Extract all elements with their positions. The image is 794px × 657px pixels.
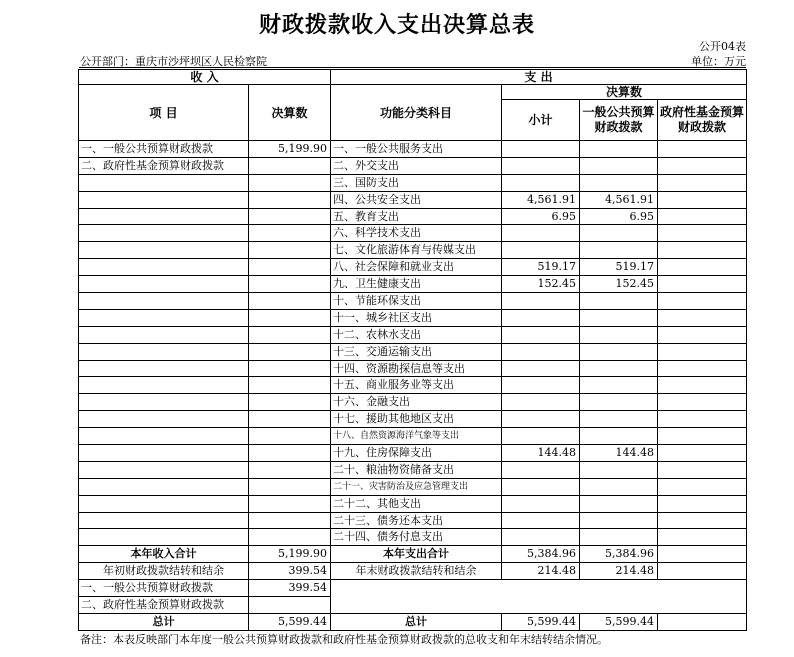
expense-general bbox=[580, 225, 658, 242]
budget-table bbox=[78, 69, 747, 631]
grand-expense-label: 总计 bbox=[331, 613, 502, 630]
expense-fund bbox=[658, 174, 747, 191]
expense-general bbox=[580, 461, 658, 478]
general-budget-header: 一般公共预算财政拨款 bbox=[580, 100, 658, 141]
expense-subtotal: 4,561.91 bbox=[502, 191, 580, 208]
income-value bbox=[249, 478, 331, 495]
table-row bbox=[79, 242, 747, 259]
expense-subtotal bbox=[502, 461, 580, 478]
table-row bbox=[79, 512, 747, 529]
income-item bbox=[79, 428, 249, 445]
expense-general: 519.17 bbox=[580, 259, 658, 276]
table-row bbox=[79, 293, 747, 310]
subtotal-header: 小计 bbox=[502, 100, 580, 141]
expense-item: 十四、资源勘探信息等支出 bbox=[331, 360, 502, 377]
income-value bbox=[249, 495, 331, 512]
expense-fund bbox=[658, 276, 747, 293]
table-row bbox=[79, 428, 747, 445]
expense-item: 十二、农林水支出 bbox=[331, 326, 502, 343]
expense-fund bbox=[658, 191, 747, 208]
income-item bbox=[79, 326, 249, 343]
expense-fund bbox=[658, 309, 747, 326]
expense-subtotal bbox=[502, 141, 580, 158]
expense-subtotal bbox=[502, 309, 580, 326]
expense-subtotal bbox=[502, 411, 580, 428]
expense-fund bbox=[658, 377, 747, 394]
expense-fund bbox=[658, 208, 747, 225]
expense-item: 八、社会保障和就业支出 bbox=[331, 259, 502, 276]
expense-subtotal: 152.45 bbox=[502, 276, 580, 293]
income-item bbox=[79, 478, 249, 495]
opening-fund-label: 二、政府性基金预算财政拨款 bbox=[79, 597, 249, 614]
income-item bbox=[79, 259, 249, 276]
closing-general: 214.48 bbox=[580, 563, 658, 580]
expense-fund bbox=[658, 394, 747, 411]
expense-fund bbox=[658, 343, 747, 360]
income-value bbox=[249, 411, 331, 428]
expense-subtotal bbox=[502, 394, 580, 411]
expense-general: 4,561.91 bbox=[580, 191, 658, 208]
grand-subtotal: 5,599.44 bbox=[502, 613, 580, 630]
closing-label: 年末财政拨款结转和结余 bbox=[331, 563, 502, 580]
income-item bbox=[79, 529, 249, 546]
income-item bbox=[79, 293, 249, 310]
expense-item: 十六、金融支出 bbox=[331, 394, 502, 411]
expense-item: 二十二、其他支出 bbox=[331, 495, 502, 512]
income-total-label: 本年收入合计 bbox=[79, 546, 249, 563]
expense-general bbox=[580, 411, 658, 428]
closing-fund bbox=[658, 563, 747, 580]
unit-label: 单位：万元 bbox=[691, 55, 746, 68]
income-value bbox=[249, 529, 331, 546]
expense-general bbox=[580, 512, 658, 529]
table-row bbox=[79, 259, 747, 276]
income-value bbox=[249, 428, 331, 445]
form-code: 公开04表 bbox=[699, 40, 746, 53]
table-row bbox=[79, 276, 747, 293]
income-value bbox=[249, 259, 331, 276]
department-label: 公开部门：重庆市沙坪坝区人民检察院 bbox=[80, 55, 267, 68]
expense-general bbox=[580, 428, 658, 445]
table-row bbox=[79, 343, 747, 360]
income-item bbox=[79, 445, 249, 462]
expense-fund bbox=[658, 529, 747, 546]
grand-income-value: 5,599.44 bbox=[249, 613, 331, 630]
opening-value: 399.54 bbox=[249, 563, 331, 580]
income-value bbox=[249, 208, 331, 225]
income-value bbox=[249, 293, 331, 310]
expense-total-subtotal: 5,384.96 bbox=[502, 546, 580, 563]
income-value bbox=[249, 191, 331, 208]
table-row bbox=[79, 360, 747, 377]
income-item bbox=[79, 394, 249, 411]
expense-item: 十八、自然资源海洋气象等支出 bbox=[331, 428, 502, 445]
item-header: 项 目 bbox=[79, 85, 249, 141]
expense-subtotal bbox=[502, 377, 580, 394]
income-item: 二、政府性基金预算财政拨款 bbox=[79, 157, 249, 174]
expense-general: 6.95 bbox=[580, 208, 658, 225]
expense-subtotal bbox=[502, 242, 580, 259]
expense-item: 十五、商业服务业等支出 bbox=[331, 377, 502, 394]
opening-general-label: 一、一般公共预算财政拨款 bbox=[79, 580, 249, 597]
income-value bbox=[249, 174, 331, 191]
gov-fund-header: 政府性基金预算财政拨款 bbox=[658, 100, 747, 141]
income-value bbox=[249, 276, 331, 293]
final-group-header: 决算数 bbox=[502, 85, 747, 100]
income-item bbox=[79, 461, 249, 478]
income-value bbox=[249, 225, 331, 242]
expense-fund bbox=[658, 157, 747, 174]
expense-fund bbox=[658, 242, 747, 259]
expense-general bbox=[580, 394, 658, 411]
expense-fund bbox=[658, 141, 747, 158]
expense-subtotal: 519.17 bbox=[502, 259, 580, 276]
expense-fund bbox=[658, 225, 747, 242]
expense-subtotal bbox=[502, 157, 580, 174]
income-item bbox=[79, 512, 249, 529]
opening-fund-value bbox=[249, 597, 331, 614]
table-row-income-total bbox=[79, 546, 747, 563]
expense-subtotal bbox=[502, 478, 580, 495]
opening-label: 年初财政拨款结转和结余 bbox=[79, 563, 249, 580]
expense-fund bbox=[658, 461, 747, 478]
expense-fund bbox=[658, 445, 747, 462]
income-value bbox=[249, 512, 331, 529]
expense-item: 二十四、债务付息支出 bbox=[331, 529, 502, 546]
expense-subtotal bbox=[502, 428, 580, 445]
table-row bbox=[79, 174, 747, 191]
expense-item: 十九、住房保障支出 bbox=[331, 445, 502, 462]
expense-item: 四、公共安全支出 bbox=[331, 191, 502, 208]
table-row bbox=[79, 394, 747, 411]
expense-subtotal bbox=[502, 360, 580, 377]
expense-general bbox=[580, 529, 658, 546]
expense-general bbox=[580, 174, 658, 191]
expense-general bbox=[580, 360, 658, 377]
income-item bbox=[79, 242, 249, 259]
expense-general bbox=[580, 293, 658, 310]
income-value bbox=[249, 360, 331, 377]
table-row bbox=[79, 225, 747, 242]
expense-item: 二、外交支出 bbox=[331, 157, 502, 174]
footnote: 备注：本表反映部门本年度一般公共预算财政拨款和政府性基金预算财政拨款的总收支和年末结转结余情况。 bbox=[80, 633, 608, 646]
income-value bbox=[249, 157, 331, 174]
expense-item: 五、教育支出 bbox=[331, 208, 502, 225]
income-value bbox=[249, 326, 331, 343]
income-value bbox=[249, 445, 331, 462]
income-item bbox=[79, 225, 249, 242]
expense-subtotal bbox=[502, 225, 580, 242]
expense-subtotal bbox=[502, 512, 580, 529]
income-item bbox=[79, 377, 249, 394]
income-item bbox=[79, 360, 249, 377]
expense-general bbox=[580, 495, 658, 512]
income-value bbox=[249, 394, 331, 411]
expense-general bbox=[580, 242, 658, 259]
table-row bbox=[79, 141, 747, 158]
table-row bbox=[79, 461, 747, 478]
expense-subtotal: 6.95 bbox=[502, 208, 580, 225]
expense-fund bbox=[658, 428, 747, 445]
income-item bbox=[79, 309, 249, 326]
expense-fund bbox=[658, 293, 747, 310]
table-row bbox=[79, 495, 747, 512]
expense-subtotal bbox=[502, 529, 580, 546]
income-item bbox=[79, 174, 249, 191]
table-row-carryover bbox=[79, 563, 747, 580]
expense-subtotal bbox=[502, 343, 580, 360]
page-title: 财政拨款收入支出决算总表 bbox=[258, 12, 535, 38]
expense-item: 十一、城乡社区支出 bbox=[331, 309, 502, 326]
expense-general: 152.45 bbox=[580, 276, 658, 293]
income-item bbox=[79, 276, 249, 293]
expense-item: 二十一、灾害防治及应急管理支出 bbox=[331, 478, 502, 495]
expense-general bbox=[580, 309, 658, 326]
expense-fund bbox=[658, 326, 747, 343]
grand-fund bbox=[658, 613, 747, 630]
income-item: 一、一般公共预算财政拨款 bbox=[79, 141, 249, 158]
expense-total-general: 5,384.96 bbox=[580, 546, 658, 563]
table-row bbox=[79, 445, 747, 462]
expense-fund bbox=[658, 360, 747, 377]
grand-general: 5,599.44 bbox=[580, 613, 658, 630]
table-row bbox=[79, 191, 747, 208]
income-item bbox=[79, 495, 249, 512]
closing-subtotal: 214.48 bbox=[502, 563, 580, 580]
expense-subtotal: 144.48 bbox=[502, 445, 580, 462]
table-row bbox=[79, 377, 747, 394]
expense-subtotal bbox=[502, 495, 580, 512]
expense-general bbox=[580, 377, 658, 394]
expense-item: 十、节能环保支出 bbox=[331, 293, 502, 310]
expense-subtotal bbox=[502, 174, 580, 191]
table-row bbox=[79, 208, 747, 225]
expense-general bbox=[580, 157, 658, 174]
expense-item: 十七、援助其他地区支出 bbox=[331, 411, 502, 428]
expense-general bbox=[580, 478, 658, 495]
expense-subtotal bbox=[502, 326, 580, 343]
income-item bbox=[79, 343, 249, 360]
expense-item: 九、卫生健康支出 bbox=[331, 276, 502, 293]
func-category-header: 功能分类科目 bbox=[331, 85, 502, 141]
expense-fund bbox=[658, 495, 747, 512]
expense-total-label: 本年支出合计 bbox=[331, 546, 502, 563]
table-row bbox=[79, 326, 747, 343]
income-total-value: 5,199.90 bbox=[249, 546, 331, 563]
income-header: 收 入 bbox=[79, 70, 331, 85]
table-row bbox=[79, 478, 747, 495]
income-value bbox=[249, 309, 331, 326]
final-amount-header: 决算数 bbox=[249, 85, 331, 141]
expense-item: 二十三、债务还本支出 bbox=[331, 512, 502, 529]
table-row-opening-general bbox=[79, 580, 747, 597]
expense-total-fund bbox=[658, 546, 747, 563]
expense-header: 支 出 bbox=[331, 70, 747, 85]
expense-general bbox=[580, 141, 658, 158]
expense-item: 三、国防支出 bbox=[331, 174, 502, 191]
expense-general: 144.48 bbox=[580, 445, 658, 462]
income-value bbox=[249, 343, 331, 360]
income-value bbox=[249, 461, 331, 478]
grand-income-label: 总计 bbox=[79, 613, 249, 630]
expense-fund bbox=[658, 512, 747, 529]
income-value bbox=[249, 242, 331, 259]
header-rule bbox=[79, 67, 746, 68]
expense-fund bbox=[658, 259, 747, 276]
income-item bbox=[79, 191, 249, 208]
expense-subtotal bbox=[502, 293, 580, 310]
expense-fund bbox=[658, 411, 747, 428]
expense-general bbox=[580, 343, 658, 360]
expense-item: 六、科学技术支出 bbox=[331, 225, 502, 242]
table-row-grand-total bbox=[79, 613, 747, 630]
empty-block bbox=[331, 580, 747, 614]
income-item bbox=[79, 208, 249, 225]
expense-item: 二十、粮油物资储备支出 bbox=[331, 461, 502, 478]
income-value bbox=[249, 377, 331, 394]
opening-general-value: 399.54 bbox=[249, 580, 331, 597]
expense-fund bbox=[658, 478, 747, 495]
table-row bbox=[79, 309, 747, 326]
expense-item: 一、一般公共服务支出 bbox=[331, 141, 502, 158]
expense-general bbox=[580, 326, 658, 343]
income-value: 5,199.90 bbox=[249, 141, 331, 158]
income-item bbox=[79, 411, 249, 428]
expense-item: 十三、交通运输支出 bbox=[331, 343, 502, 360]
table-row bbox=[79, 529, 747, 546]
table-row bbox=[79, 157, 747, 174]
expense-item: 七、文化旅游体育与传媒支出 bbox=[331, 242, 502, 259]
table-row bbox=[79, 411, 747, 428]
